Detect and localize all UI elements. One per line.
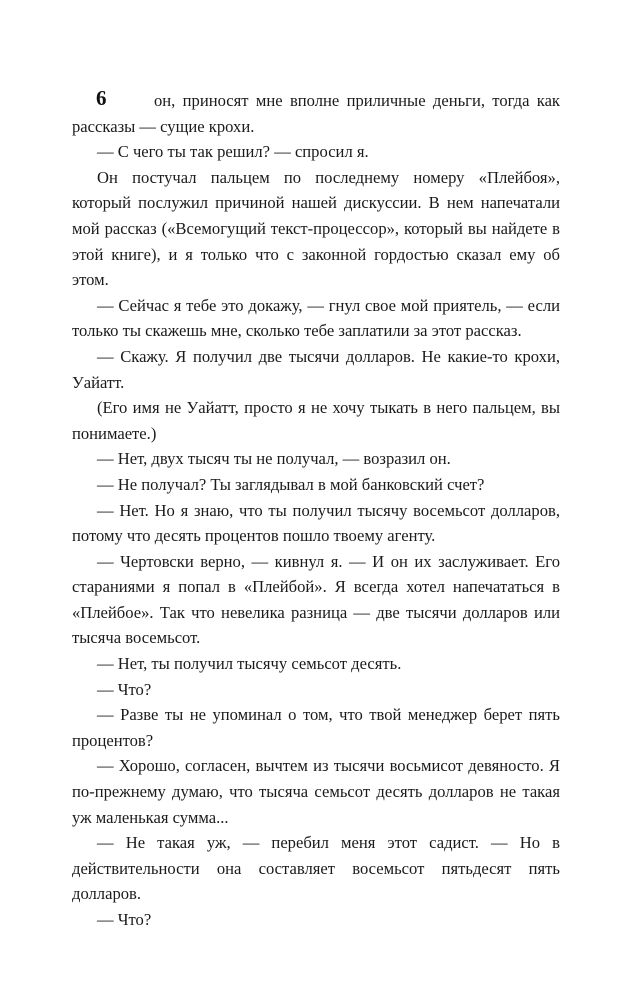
paragraph: — Сейчас я тебе это докажу, — гнул свое мой приятель, — если только ты скажешь мне, сколько тебе заплатили за этот рассказ. — [72, 295, 560, 341]
paragraph: (Его имя не Уайатт, просто я не хочу тыкать в него пальцем, вы понимаете.) — [72, 398, 560, 443]
page-number: 6 — [96, 86, 107, 110]
paragraph: Он постучал пальцем по последнему номеру «Плейбоя», который послужил причиной нашей дискуссии. В нем напечатали мой рассказ («Всемогущий текст-процессор», который вы найдете в этой книге), и я только что с законной гордостью сказал ему об этом. — [72, 167, 560, 290]
paragraph: — Разве ты не упоминал о том, что твой менеджер берет пять процентов? — [72, 705, 560, 750]
paragraph: — Что? — [97, 910, 152, 929]
paragraph: — Чертовски верно, — кивнул я. — И он их заслуживает. Его стараниями я попал в «Плейбой». Я всегда хотел напечататься в «Плейбое». Так что невелика разница — две тысячи долларов или тысяча восемьсот. — [72, 551, 560, 648]
paragraph: — Не получал? Ты заглядывал в мой банковский счет? — [97, 474, 485, 494]
paragraph: — Не такая уж, — перебил меня этот садист. — Но в действительности она составляет восемьсот пятьдесят пять долларов. — [72, 833, 560, 904]
paragraph: — Нет, двух тысяч ты не получал, — возразил он. — [97, 449, 451, 469]
paragraph: — Хорошо, согласен, вычтем из тысячи восьмисот девяносто. Я по-прежнему думаю, что тысяча семьсот десять долларов не такая уж маленькая сумма... — [72, 756, 560, 827]
paragraph: — Нет. Но я знаю, что ты получил тысячу восемьсот долларов, потому что десять процентов пошло твоему агенту. — [72, 500, 560, 546]
paragraph: — С чего ты так решил? — спросил я. — [97, 142, 369, 162]
paragraph: — Что? — [97, 679, 152, 699]
paragraph: — Нет, ты получил тысячу семьсот десять. — [97, 654, 402, 674]
paragraph: он, приносят мне вполне приличные деньги, тогда как рассказы — сущие крохи. — [72, 91, 560, 136]
page-text-body — [72, 88, 560, 933]
paragraph: — Скажу. Я получил две тысячи долларов. Не какие-то крохи, Уайатт. — [72, 346, 560, 392]
